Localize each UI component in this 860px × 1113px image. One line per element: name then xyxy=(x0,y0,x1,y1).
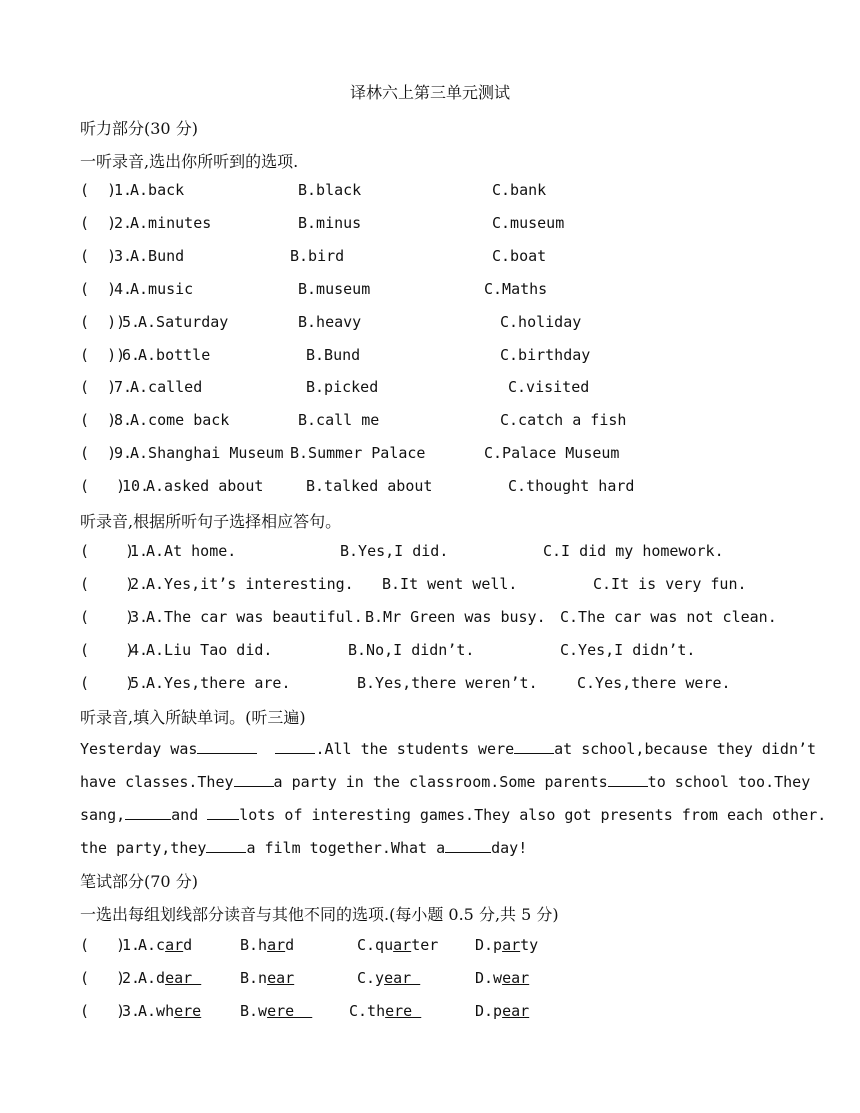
list-item xyxy=(0,674,860,696)
item-number: 3. xyxy=(130,608,149,626)
option-b: B.bird xyxy=(290,247,345,265)
answer-paren[interactable]: ( ) xyxy=(80,674,135,692)
option-a: A.asked about xyxy=(146,477,264,495)
answer-paren[interactable]: ( ) xyxy=(80,378,117,396)
option-d: D.party xyxy=(475,936,539,954)
option-b: B.Yes,there weren’t. xyxy=(357,674,538,692)
item-number: 1. xyxy=(130,542,149,560)
listening-header: 听力部分(30 分) xyxy=(80,119,198,138)
answer-paren[interactable]: ( ) xyxy=(80,181,117,199)
page-title: 译林六上第三单元测试 xyxy=(349,83,510,102)
item-number: 2. xyxy=(114,214,133,232)
blank-field[interactable] xyxy=(514,739,554,754)
item-number: 8. xyxy=(114,411,133,429)
option-b: B.black xyxy=(298,181,362,199)
answer-paren[interactable]: ( ) xyxy=(80,247,117,265)
option-a: A.Bund xyxy=(130,247,185,265)
list-item xyxy=(0,936,860,958)
list-item xyxy=(0,608,860,630)
list-item xyxy=(0,181,860,203)
option-a: A.card xyxy=(138,936,193,954)
answer-paren[interactable]: ( ) xyxy=(80,575,135,593)
option-c: C.holiday xyxy=(500,313,582,331)
option-b: B.Bund xyxy=(306,346,361,364)
answer-paren[interactable]: ( )) xyxy=(80,346,126,364)
option-c: C.Maths xyxy=(484,280,548,298)
option-c: C.It is very fun. xyxy=(593,575,747,593)
list-item xyxy=(0,346,860,368)
item-number: 4. xyxy=(114,280,133,298)
item-number: 2. xyxy=(130,575,149,593)
cloze-line-2: have classes.They a party in the classroom.Some parents to school too.They xyxy=(80,773,811,791)
cloze-line-4: the party,they a film together.What a day! xyxy=(80,839,528,857)
part2-instruction: 听录音,根据所听句子选择相应答句。 xyxy=(80,512,342,531)
option-c: C.birthday xyxy=(500,346,591,364)
option-b: B.heavy xyxy=(298,313,362,331)
option-d: D.pear xyxy=(475,1002,530,1020)
option-c: C.Yes,I didn’t. xyxy=(560,641,696,659)
blank-field[interactable] xyxy=(207,805,239,820)
answer-paren[interactable]: ( ) xyxy=(80,214,117,232)
answer-paren[interactable]: ( ) xyxy=(80,969,126,987)
option-c: C.bank xyxy=(492,181,547,199)
item-number: 6. xyxy=(122,346,141,364)
option-a: A.minutes xyxy=(130,214,212,232)
option-b: B.museum xyxy=(298,280,371,298)
option-b: B.Summer Palace xyxy=(290,444,426,462)
writing-part1-instruction: 一选出每组划线部分读音与其他不同的选项.(每小题 0.5 分,共 5 分) xyxy=(80,905,559,924)
item-number: 5. xyxy=(130,674,149,692)
option-a: A.At home. xyxy=(146,542,237,560)
answer-paren[interactable]: ( ) xyxy=(80,936,126,954)
item-number: 3. xyxy=(114,247,133,265)
list-item xyxy=(0,575,860,597)
answer-paren[interactable]: ( ) xyxy=(80,477,126,495)
list-item xyxy=(0,280,860,302)
part3-instruction: 听录音,填入所缺单词。(听三遍) xyxy=(80,708,306,727)
option-b: B.Mr Green was busy. xyxy=(365,608,546,626)
list-item xyxy=(0,444,860,466)
cloze-line-1: Yesterday was .All the students were at school,because they didn’t xyxy=(80,740,817,758)
option-c: C.visited xyxy=(508,378,590,396)
blank-field[interactable] xyxy=(125,805,171,820)
option-a: A.Shanghai Museum xyxy=(130,444,284,462)
option-b: B.talked about xyxy=(306,477,433,495)
list-item xyxy=(0,641,860,663)
option-a: A.back xyxy=(130,181,185,199)
list-item xyxy=(0,969,860,991)
option-c: C.boat xyxy=(492,247,547,265)
list-item xyxy=(0,411,860,433)
blank-field[interactable] xyxy=(275,739,315,754)
answer-paren[interactable]: ( ) xyxy=(80,280,117,298)
blank-field[interactable] xyxy=(206,838,246,853)
blank-field[interactable] xyxy=(234,772,274,787)
option-a: A.music xyxy=(130,280,194,298)
list-item xyxy=(0,214,860,236)
list-item xyxy=(0,378,860,400)
option-c: C.I did my homework. xyxy=(543,542,724,560)
item-number: 1. xyxy=(122,936,141,954)
option-c: C.quarter xyxy=(357,936,439,954)
option-b: B.minus xyxy=(298,214,362,232)
cloze-line-3: sang, and lots of interesting games.They also got presents from each other. xyxy=(80,806,827,824)
option-c: C.museum xyxy=(492,214,565,232)
answer-paren[interactable]: ( ) xyxy=(80,641,135,659)
option-c: C.Yes,there were. xyxy=(577,674,731,692)
option-b: B.near xyxy=(240,969,295,987)
list-item xyxy=(0,542,860,564)
option-b: B.Yes,I did. xyxy=(340,542,449,560)
list-item xyxy=(0,1002,860,1024)
list-item xyxy=(0,247,860,269)
option-c: C.Palace Museum xyxy=(484,444,620,462)
option-a: A.The car was beautiful. xyxy=(146,608,363,626)
item-number: 5. xyxy=(122,313,141,331)
answer-paren[interactable]: ( ) xyxy=(80,542,135,560)
answer-paren[interactable]: ( )) xyxy=(80,313,126,331)
option-a: A.dear xyxy=(138,969,202,987)
option-a: A.come back xyxy=(130,411,230,429)
option-b: B.hard xyxy=(240,936,295,954)
writing-header: 笔试部分(70 分) xyxy=(80,872,198,891)
answer-paren[interactable]: ( ) xyxy=(80,1002,126,1020)
blank-field[interactable] xyxy=(445,838,491,853)
option-d: D.wear xyxy=(475,969,530,987)
option-c: C.year xyxy=(357,969,421,987)
list-item xyxy=(0,477,860,499)
blank-field[interactable] xyxy=(608,772,648,787)
list-item xyxy=(0,313,860,335)
option-a: A.called xyxy=(130,378,203,396)
option-a: A.Yes,there are. xyxy=(146,674,291,692)
option-b: B.call me xyxy=(298,411,380,429)
option-a: A.Saturday xyxy=(138,313,229,331)
item-number: 10. xyxy=(122,477,150,495)
option-a: A.Liu Tao did. xyxy=(146,641,273,659)
item-number: 9. xyxy=(114,444,133,462)
item-number: 3. xyxy=(122,1002,141,1020)
option-a: A.bottle xyxy=(138,346,211,364)
answer-paren[interactable]: ( ) xyxy=(80,444,117,462)
item-number: 4. xyxy=(130,641,149,659)
option-b: B.No,I didn’t. xyxy=(348,641,475,659)
item-number: 2. xyxy=(122,969,141,987)
option-c: C.The car was not clean. xyxy=(560,608,777,626)
option-c: C.thought hard xyxy=(508,477,635,495)
option-a: A.Yes,it’s interesting. xyxy=(146,575,354,593)
option-b: B.picked xyxy=(306,378,379,396)
option-a: A.where xyxy=(138,1002,202,1020)
option-c: C.catch a fish xyxy=(500,411,627,429)
answer-paren[interactable]: ( ) xyxy=(80,608,135,626)
blank-field[interactable] xyxy=(197,739,257,754)
option-b: B.It went well. xyxy=(382,575,518,593)
option-b: B.were xyxy=(240,1002,313,1020)
item-number: 7. xyxy=(114,378,133,396)
part1-instruction: 一听录音,选出你所听到的选项. xyxy=(80,152,299,171)
item-number: 1. xyxy=(114,181,133,199)
answer-paren[interactable]: ( ) xyxy=(80,411,117,429)
option-c: C.there xyxy=(349,1002,422,1020)
